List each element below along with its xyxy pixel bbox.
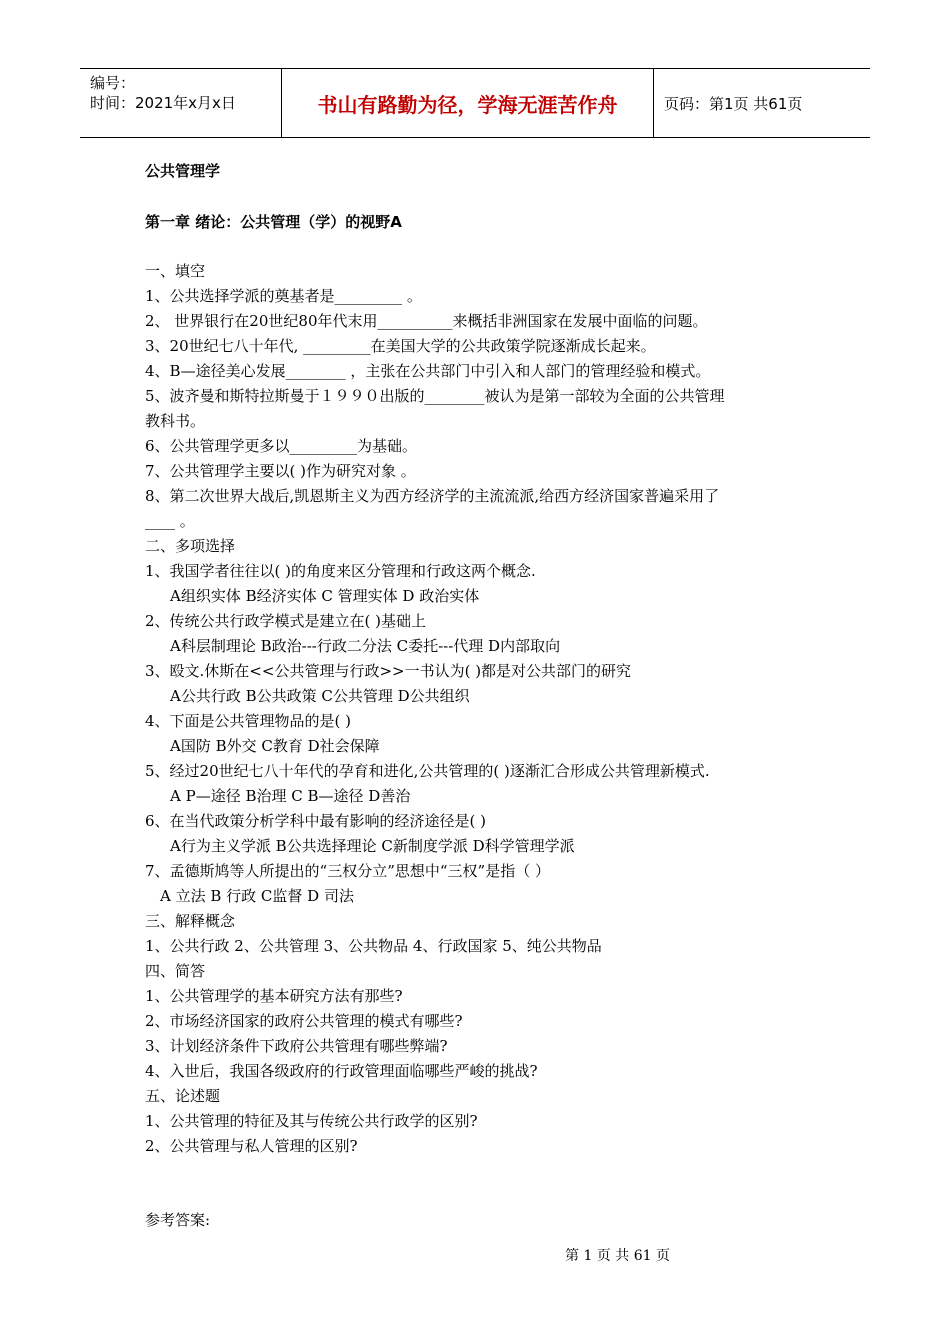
options-line: A公共行政 B公共政策 C公共管理 D公共组织 [170, 687, 470, 705]
question-line: 2、市场经济国家的政府公共管理的模式有哪些? [145, 1012, 463, 1030]
question-line: ____ 。 [145, 512, 195, 530]
question-line: 1、我国学者往往以( )的角度来区分管理和行政这两个概念. [145, 562, 536, 580]
header-meta [80, 69, 282, 137]
doc-title: 公共管理学 [145, 162, 221, 180]
question-line: 1、公共管理的特征及其与传统公共行政学的区别? [145, 1112, 478, 1130]
section-heading-fill: 一、填空 [145, 262, 206, 280]
question-line: 3、计划经济条件下政府公共管理有哪些弊端? [145, 1037, 448, 1055]
answers-label: 参考答案: [145, 1211, 211, 1229]
section-heading-concepts: 三、解释概念 [145, 912, 236, 930]
options-line: A行为主义学派 B公共选择理论 C新制度学派 D科学管理学派 [170, 837, 575, 855]
options-line: A 立法 B 行政 C监督 D 司法 [160, 887, 354, 905]
question-line: 2、传统公共行政学模式是建立在( )基础上 [145, 612, 427, 630]
question-line: 2、公共管理与私人管理的区别? [145, 1137, 358, 1155]
header-motto: 书山有路勤为径，学海无涯苦作舟 [282, 69, 654, 137]
chapter-title: 第一章 绪论：公共管理（学）的视野A [145, 213, 402, 231]
question-line: 4、下面是公共管理物品的是( ) [145, 712, 352, 730]
options-line: A科层制理论 B政治---行政二分法 C委托---代理 D内部取向 [170, 637, 561, 655]
section-heading-short-answer: 四、简答 [145, 962, 206, 980]
question-line: 5、波齐曼和斯特拉斯曼于１９９０出版的________被认为是第一部较为全面的公共管理 [145, 387, 725, 405]
question-line: 8、第二次世界大战后,凯恩斯主义为西方经济学的主流流派,给西方经济国家普遍采用了 [145, 487, 720, 505]
question-line: 4、B—途径美心发展________ ，主张在公共部门中引入和人部门的管理经验和模式。 [145, 362, 711, 380]
section-heading-essay: 五、论述题 [145, 1087, 221, 1105]
question-line: 3、20世纪七八十年代, _________在美国大学的公共政策学院逐渐成长起来。 [145, 337, 656, 355]
question-line: 2、 世界银行在20世纪80年代末用__________来概括非洲国家在发展中面临的问题。 [145, 312, 708, 330]
question-line: 7、公共管理学主要以( )作为研究对象 。 [145, 462, 416, 480]
page-header [80, 68, 870, 138]
question-line: 6、公共管理学更多以_________为基础。 [145, 437, 418, 455]
options-line: A国防 B外交 C教育 D社会保障 [170, 737, 380, 755]
date-label: 时间：2021年x月x日 [90, 94, 236, 112]
question-line: 4、入世后，我国各级政府的行政管理面临哪些严峻的挑战? [145, 1062, 538, 1080]
question-line: 5、经过20世纪七八十年代的孕育和进化,公共管理的( )逐渐汇合形成公共管理新模式. [145, 762, 710, 780]
question-line: 7、孟德斯鸠等人所提出的“三权分立”思想中“三权”是指（ ） [145, 862, 550, 880]
concepts-line: 1、公共行政 2、公共管理 3、公共物品 4、行政国家 5、纯公共物品 [145, 937, 602, 955]
section-heading-multiple-choice: 二、多项选择 [145, 537, 236, 555]
options-line: A组织实体 B经济实体 C 管理实体 D 政治实体 [170, 587, 480, 605]
question-line: 6、在当代政策分析学科中最有影响的经济途径是( ) [145, 812, 487, 830]
question-line: 1、公共选择学派的奠基者是_________ 。 [145, 287, 422, 305]
page-footer: 第 1 页 共 61 页 [565, 1248, 670, 1264]
question-line: 教科书。 [145, 412, 206, 430]
options-line: A P—途径 B治理 C B—途径 D善治 [170, 787, 411, 805]
question-line: 1、公共管理学的基本研究方法有那些? [145, 987, 403, 1005]
header-page-info: 页码：第1页 共61页 [664, 94, 803, 113]
number-label: 编号： [90, 74, 136, 92]
question-line: 3、殴文.休斯在<<公共管理与行政>>一书认为( )都是对公共部门的研究 [145, 662, 632, 680]
